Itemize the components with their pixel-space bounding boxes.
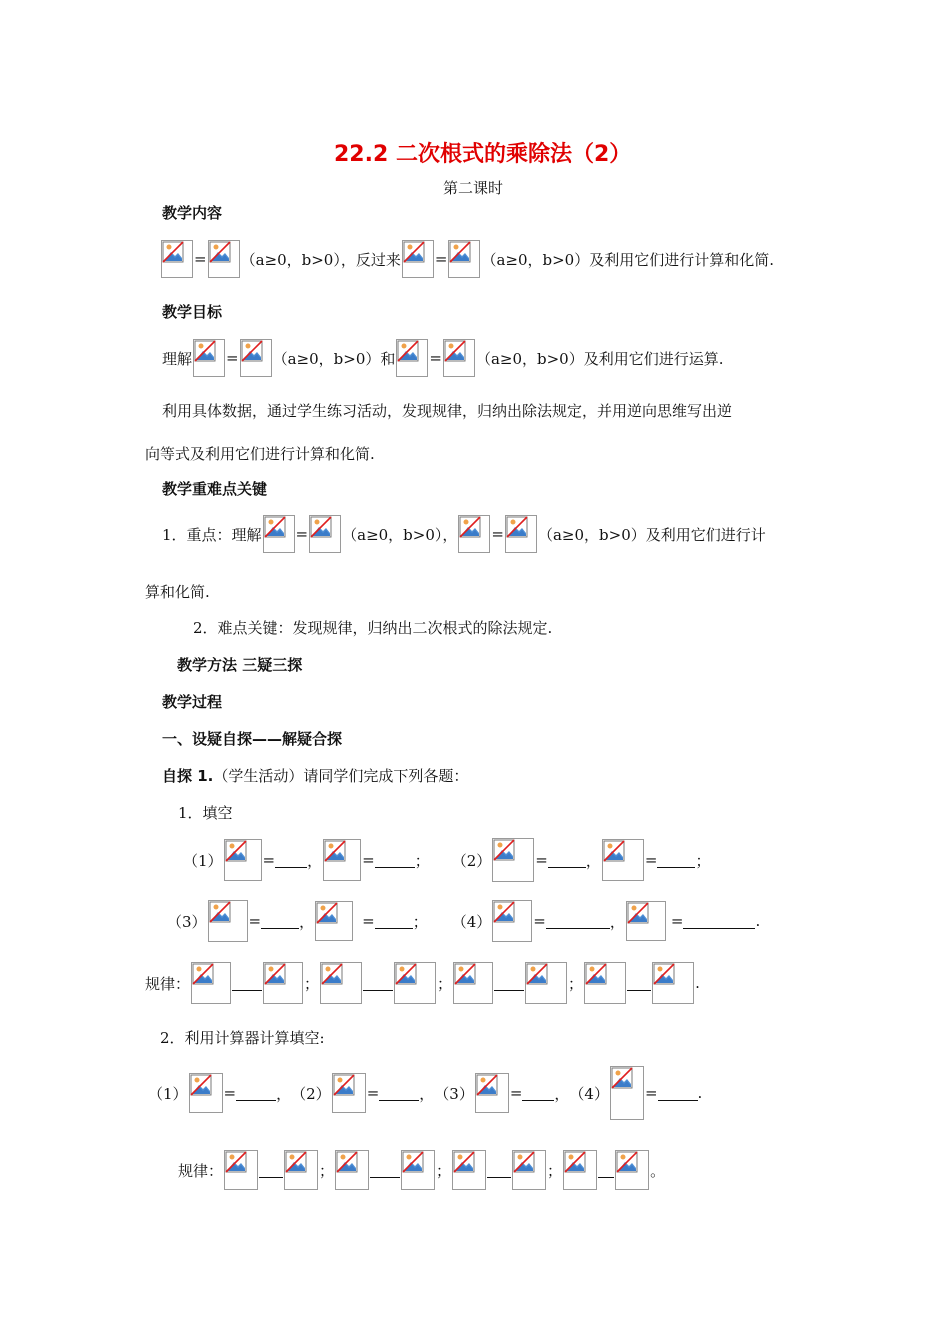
item-label: （1） [148,1084,188,1103]
answer-blank[interactable] [379,1086,419,1101]
comma: ， [419,1084,435,1103]
semicolon: ； [436,1161,452,1180]
answer-blank[interactable] [375,853,415,868]
item-label: （4） [451,912,492,931]
formula-image-icon [584,962,626,1004]
formula-image-icon [315,901,353,941]
answer-blank[interactable] [363,976,393,991]
heading-teaching-goal: 教学目标 [162,303,223,321]
item-label: （1） [183,851,223,870]
formula-image-icon [263,515,295,553]
formula-image-icon [224,1150,258,1190]
semicolon: ； [547,1161,563,1180]
semicolon: ； [319,1161,335,1180]
comma: ， [585,851,601,870]
semicolon: ； [412,912,428,931]
formula-image-icon [161,240,193,278]
key-1-pre: 1．重点：理解 [162,525,262,544]
goal-paragraph-1: 利用具体数据，通过学生练习活动，发现规律，归纳出除法规定，并用逆向思维写出逆 [162,402,733,420]
formula-image-icon [208,900,248,942]
question-2: 2．利用计算器计算填空: [160,1029,325,1047]
period: . [695,974,700,992]
rule-label: 规律： [178,1161,224,1180]
eq-sign: = [295,525,309,543]
answer-blank[interactable] [598,1163,614,1178]
answer-blank[interactable] [370,1163,400,1178]
part-one-heading: 一、设疑自探——解疑合探 [162,730,343,748]
semicolon: ； [437,974,453,993]
key-1-text-1: （a≥0，b>0）， [342,525,458,544]
answer-blank[interactable] [259,1163,283,1178]
formula-image-icon [263,962,303,1004]
formula-image-icon [563,1150,597,1190]
period: . [755,912,761,930]
formula-image-icon [505,515,537,553]
formula-image-icon [602,839,644,881]
formula-image-icon [492,900,532,942]
key-line-1 [162,515,766,553]
formula-image-icon [394,962,436,1004]
rule-label: 规律： [145,974,191,993]
formula-image-icon [443,339,475,377]
comma: ， [276,1084,292,1103]
fill-row-1 [183,838,710,882]
formula-image-icon [453,962,493,1004]
goal-paragraph-2: 向等式及利用它们进行计算和化简. [145,445,375,463]
formula-image-icon [492,838,534,882]
semicolon: ； [695,851,711,870]
eq-sign: = [535,851,548,869]
formula-image-icon [525,962,567,1004]
answer-blank[interactable] [232,976,262,991]
formula-image-icon [452,1150,486,1190]
answer-blank[interactable] [548,853,586,868]
semicolon: ； [568,974,584,993]
formula-image-icon [189,1073,223,1113]
eq-sign: = [429,349,442,367]
answer-blank[interactable] [236,1086,276,1101]
formula-image-icon [284,1150,318,1190]
eq-sign: = [262,851,276,869]
page-title: 22.2 二次根式的乘除法（2） [334,142,632,167]
question-1: 1．填空 [178,804,233,822]
goal-pre: 理解 [162,349,193,368]
answer-blank[interactable] [275,853,307,868]
eq-sign: = [194,250,207,268]
eq-sign: = [223,1084,237,1102]
answer-blank[interactable] [375,914,413,929]
page-subtitle: 第二课时 [443,179,504,197]
answer-blank[interactable] [657,853,695,868]
key-1-text-2: （a≥0，b>0）及利用它们进行计 [537,525,766,544]
period: . [697,1084,703,1102]
comma: ， [307,851,323,870]
eq-sign: = [644,851,658,869]
content-line [160,240,774,278]
eq-sign: = [362,912,375,930]
formula-image-icon [224,839,262,881]
answer-blank[interactable] [627,976,651,991]
formula-image-icon [191,962,231,1004]
formula-image-icon [458,515,490,553]
explore-label: 自探 1. [162,767,214,785]
formula-image-icon [402,240,434,278]
formula-image-icon [309,515,341,553]
comma: ， [554,1084,570,1103]
eq-sign: = [434,250,448,268]
comma: ， [299,912,315,931]
answer-blank[interactable] [487,1163,511,1178]
item-label: （2） [291,1084,331,1103]
formula-image-icon [448,240,480,278]
heading-key-points: 教学重难点关键 [162,480,268,498]
explore-text: （学生活动）请同学们完成下列各题： [213,767,469,785]
goal-text-2: （a≥0，b>0）及利用它们进行运算. [475,349,724,368]
eq-sign: = [509,1084,523,1102]
formula-image-icon [193,339,225,377]
eq-sign: = [644,1084,658,1102]
full-stop: 。 [650,1161,666,1180]
eq-sign: = [670,912,684,930]
rule-row-1 [145,962,700,1004]
answer-blank[interactable] [494,976,524,991]
key-2: 2．难点关键：发现规律，归纳出二次根式的除法规定. [193,619,553,637]
answer-blank[interactable] [522,1086,554,1101]
teaching-process: 教学过程 [162,693,223,711]
eq-sign: = [248,912,262,930]
explore-line [162,765,468,786]
item-label: （4） [569,1084,609,1103]
answer-blank[interactable] [546,914,610,929]
item-label: （2） [451,851,492,870]
teaching-method: 教学方法 三疑三探 [177,656,303,674]
content-text-1: （a≥0，b>0），反过来 [240,250,401,269]
formula-image-icon [240,339,272,377]
formula-image-icon [396,339,428,377]
key-1-continued: 算和化简. [145,583,210,601]
fill-row-2 [167,900,760,942]
goal-text-1: （a≥0，b>0）和 [272,349,396,368]
heading-teaching-content: 教学内容 [162,204,223,222]
formula-image-icon [512,1150,546,1190]
formula-image-icon [401,1150,435,1190]
formula-image-icon [332,1073,366,1113]
goal-line [162,339,724,377]
eq-sign: = [362,851,375,869]
formula-image-icon [475,1073,509,1113]
comma: ， [609,912,625,931]
eq-sign: = [491,525,504,543]
answer-blank[interactable] [683,914,755,929]
answer-blank[interactable] [658,1086,698,1101]
content-text-2: （a≥0，b>0）及利用它们进行计算和化简. [481,250,774,269]
formula-image-icon [652,962,694,1004]
item-label: （3） [434,1084,474,1103]
eq-sign: = [226,349,239,367]
eq-sign: = [366,1084,380,1102]
formula-image-icon [626,901,666,941]
rule-row-2 [178,1150,665,1190]
eq-sign: = [533,912,546,930]
semicolon: ； [304,974,320,993]
formula-image-icon [615,1150,649,1190]
formula-image-icon [610,1066,644,1120]
calc-row [148,1066,702,1120]
answer-blank[interactable] [261,914,299,929]
semicolon: ； [414,851,430,870]
formula-image-icon [323,839,361,881]
formula-image-icon [208,240,240,278]
formula-image-icon [320,962,362,1004]
item-label: （3） [167,912,207,931]
formula-image-icon [335,1150,369,1190]
